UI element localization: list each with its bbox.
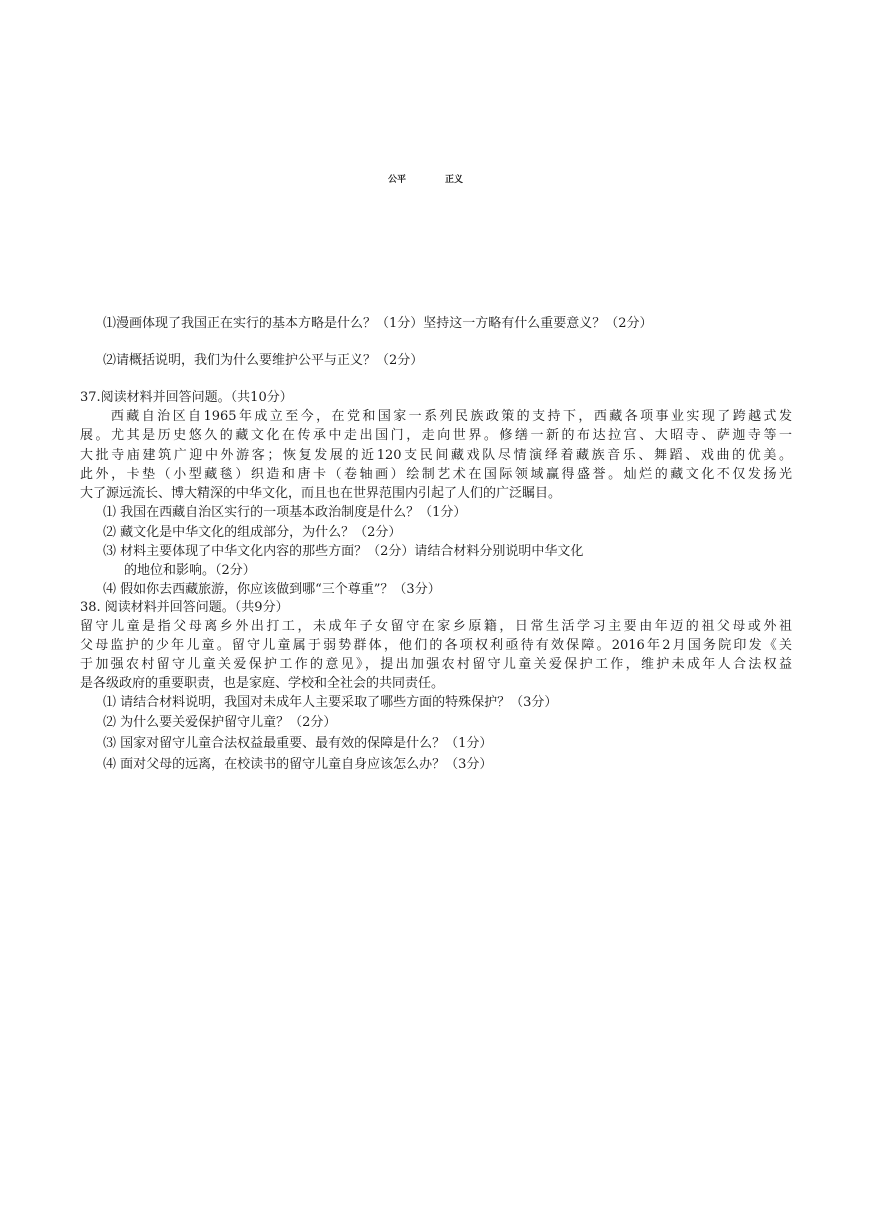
q37-material-line: 此外，卡垫（小型藏毯）织造和唐卡（卷轴画）绘制艺术在国际领域赢得盛誉。灿烂的藏文化不仅发扬光 — [80, 467, 792, 482]
q38-sub1: ⑴ 请结合材料说明，我国对未成年人主要采取了哪些方面的特殊保护？（3分） — [103, 695, 558, 710]
q37-title: 37.阅读材料并回答问题。（共10分） — [80, 390, 293, 405]
q37-sub1: ⑴ 我国在西藏自治区实行的一项基本政治制度是什么？（1分） — [103, 505, 467, 520]
q38-sub3: ⑶ 国家对留守儿童合法权益最重要、最有效的保障是什么？（1分） — [103, 736, 493, 751]
q37-material-line: 大批寺庙建筑广迎中外游客；恢复发展的近120支民间藏戏队尽情演绎着藏族音乐、舞蹈、戏曲的优美。 — [80, 448, 792, 463]
q37-sub2: ⑵ 藏文化是中华文化的组成部分，为什么？（2分） — [103, 525, 402, 540]
q38-sub2: ⑵ 为什么要关爱保护留守儿童？（2分） — [103, 715, 337, 730]
q38-material-line: 是各级政府的重要职责，也是家庭、学校和全社会的共同责任。 — [80, 676, 445, 691]
q37-sub4: ⑷ 假如你去西藏旅游，你应该做到哪“三个尊重”？（3分） — [103, 582, 441, 597]
q36-sub1: ⑴漫画体现了我国正在实行的基本方略是什么？（1分）坚持这一方略有什么重要意义？（2分） — [103, 316, 653, 331]
q37-sub3-continued: 的地位和影响。（2分） — [124, 563, 256, 578]
q37-sub3: ⑶ 材料主要体现了中华文化内容的那些方面？（2分）请结合材料分别说明中华文化 — [103, 544, 584, 559]
q38-sub4: ⑷ 面对父母的远离，在校读书的留守儿童自身应该怎么办？（3分） — [103, 757, 493, 772]
q36-sub2: ⑵请概括说明，我们为什么要维护公平与正义？（2分） — [103, 353, 424, 368]
cartoon-label-justice: 正义 — [445, 175, 464, 185]
q37-material-line: 西藏自治区自1965年成立至今，在党和国家一系列民族政策的支持下，西藏各项事业实现了跨越式发 — [80, 409, 792, 424]
q37-material-line: 展。尤其是历史悠久的藏文化在传承中走出国门，走向世界。修缮一新的布达拉宫、大昭寺、萨迦寺等一 — [80, 428, 792, 443]
q38-material-line: 于加强农村留守儿童关爱保护工作的意见》，提出加强农村留守儿童关爱保护工作，维护未成年人合法权益 — [80, 657, 792, 672]
q38-material-line: 父母监护的少年儿童。留守儿童属于弱势群体，他们的各项权利亟待有效保障。2016年2月国务院印发《关 — [80, 638, 792, 653]
cartoon-label-fairness: 公平 — [388, 175, 407, 185]
q38-material-line: 留守儿童是指父母离乡外出打工，未成年子女留守在家乡原籍，日常生活学习主要由年迈的祖父母或外祖 — [80, 619, 792, 634]
q38-title: 38. 阅读材料并回答问题。（共9分） — [80, 600, 289, 615]
q37-material-line: 大了源远流长、博大精深的中华文化，而且也在世界范围内引起了人们的广泛瞩目。 — [80, 486, 562, 501]
